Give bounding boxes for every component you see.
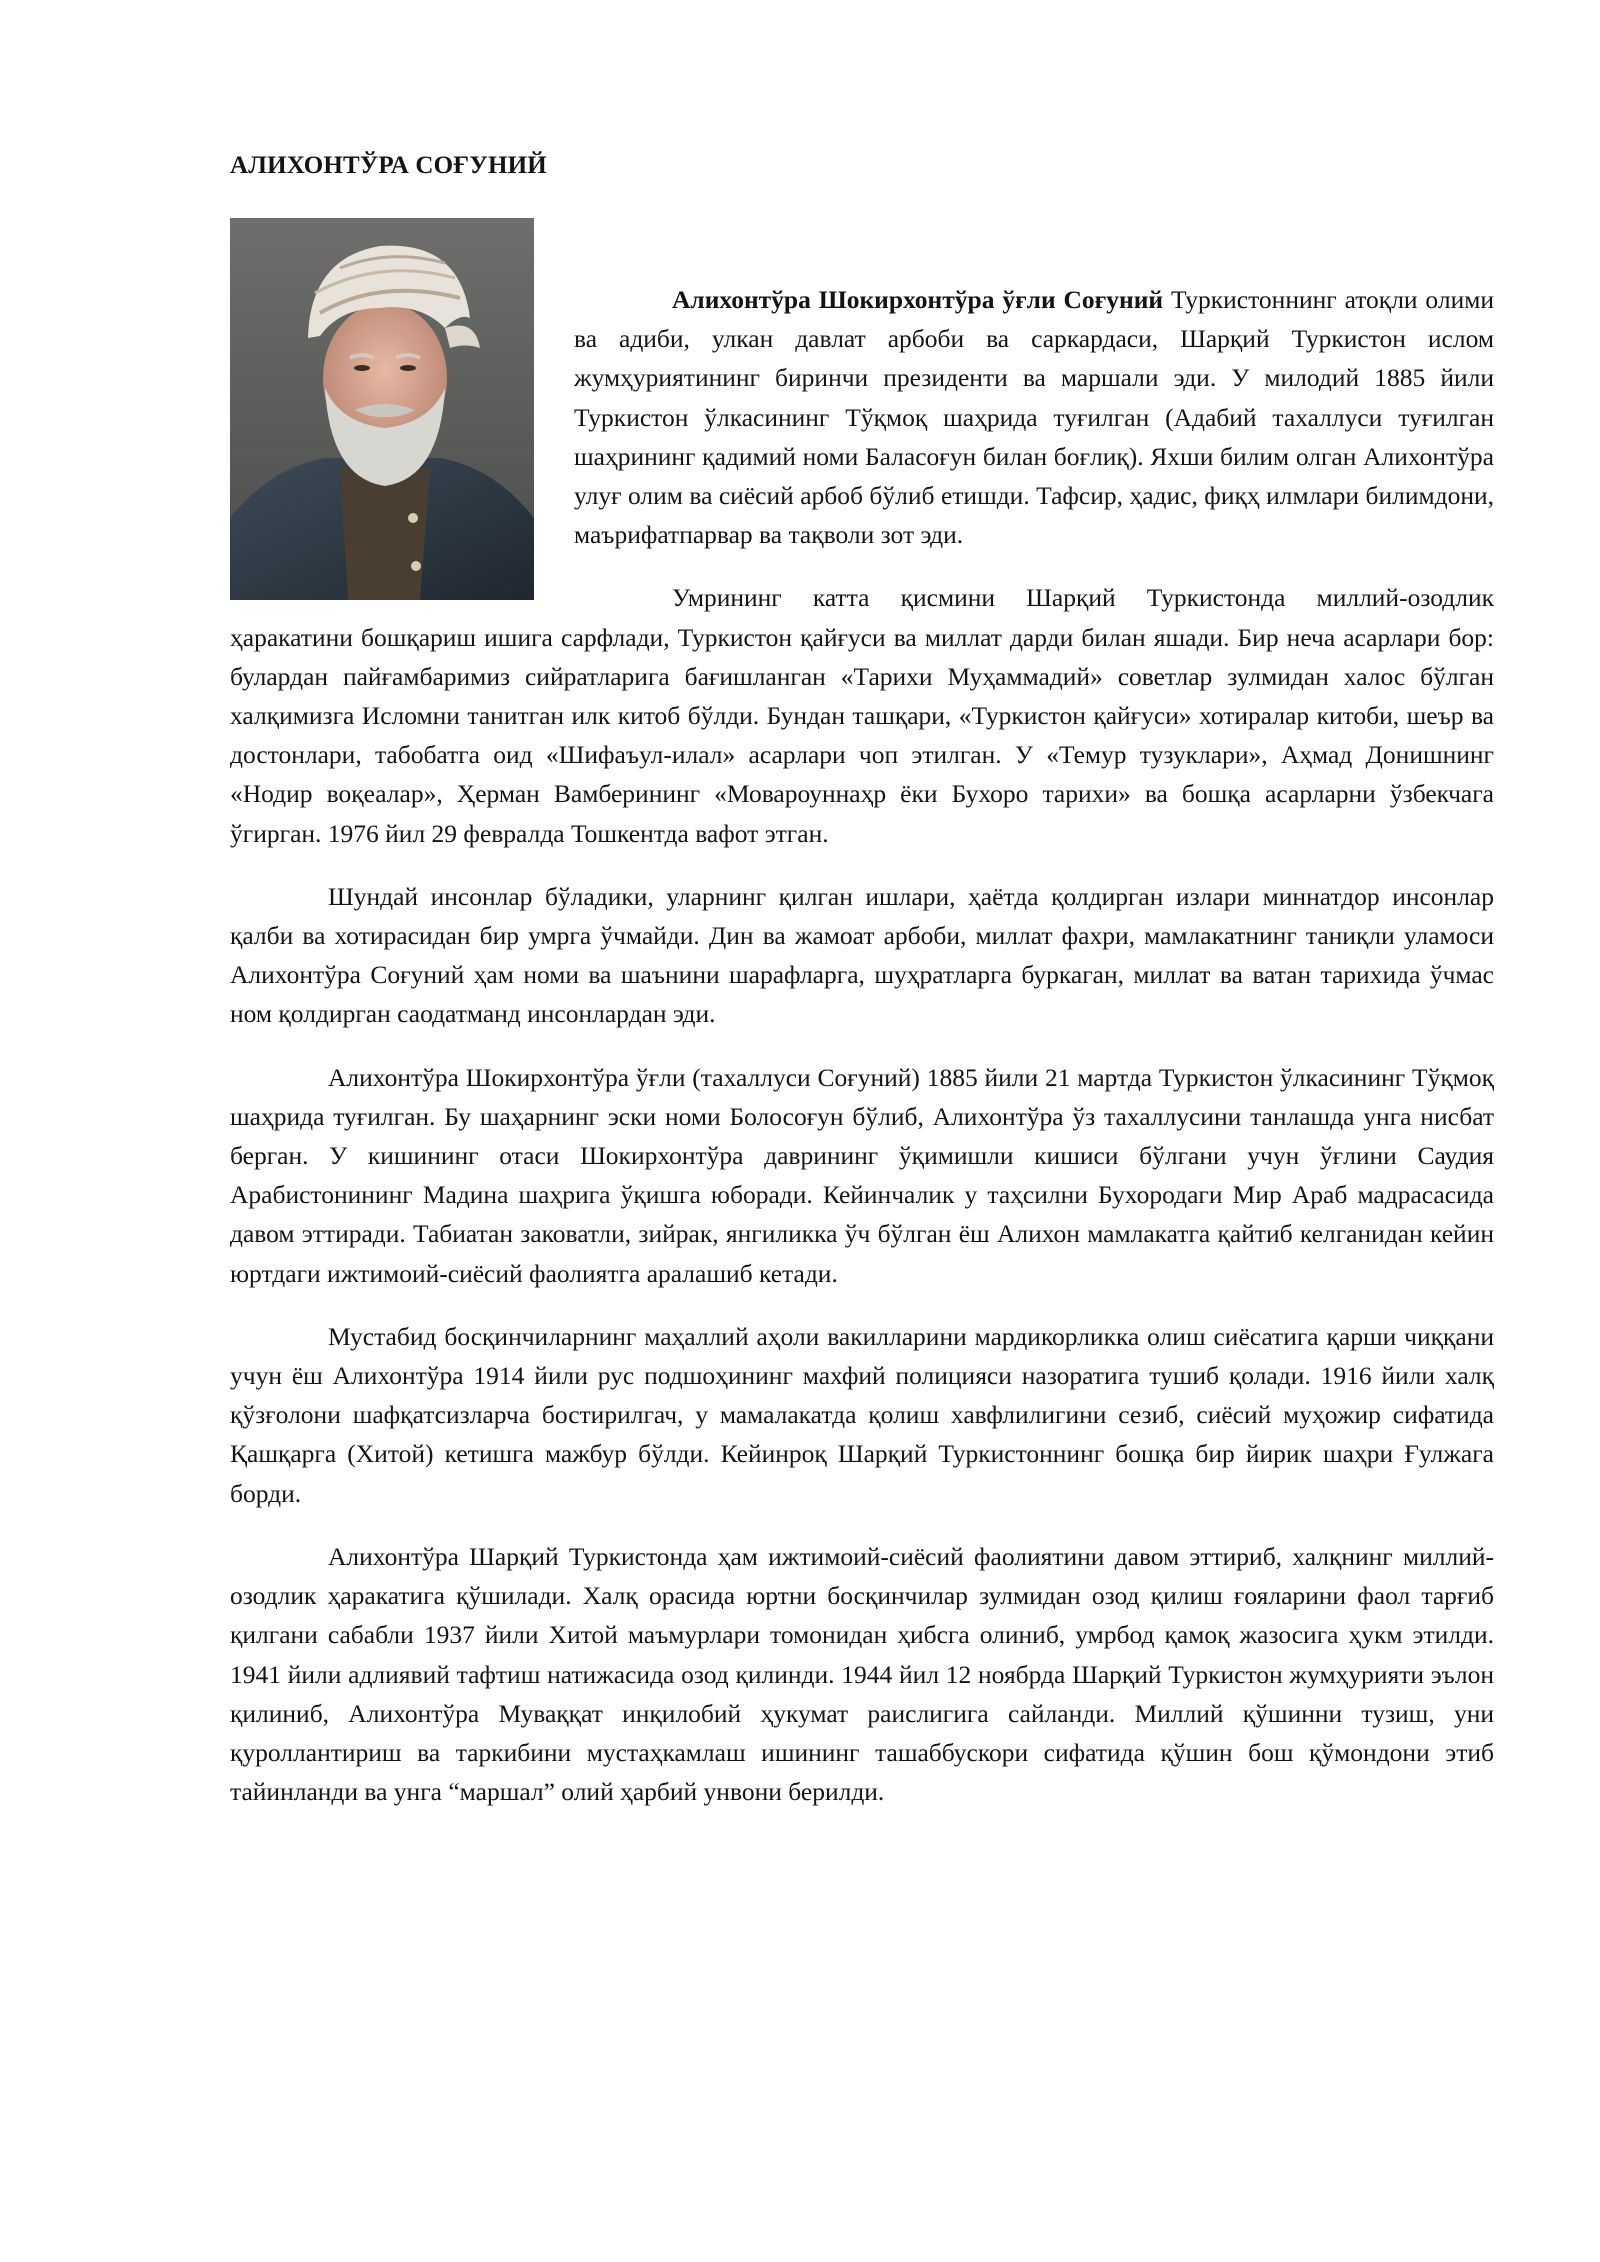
paragraph: Умрининг катта қисмини Шарқий Туркистонда миллий-озодлик ҳаракатини бошқариш ишига сарфлади, Туркистон қайғуси ва миллат дарди билан яшади. Бир неча асарлари бор: булардан пайғамбаримиз сийратларига бағишланган «Тарихи Муҳаммадий» советлар зулмидан халос бўлган халқимизга Исломни танитган илк китоб бўлди. Бундан ташқари, «Туркистон қайғуси» хотиралар китоби, шеър ва достонлари, табобатга оид «Шифаъул-илал» асарлари чоп этилган. У «Темур тузуклари», Аҳмад Донишнинг «Нодир воқеалар», Ҳерман Вамберининг «Мовароуннаҳр ёки Бухоро тарихи» ва бошқа асарларни ўзбекчага ўгирган. 1976 йил 29 февралда Тошкентда вафот этган. <box>230 583 1494 848</box>
portrait-float-spacer <box>230 277 574 597</box>
paragraph: Алихонтўра Шокирхонтўра ўғли (тахаллуси Соғуний) 1885 йили 21 мартда Туркистон ўлкасининг Тўқмоқ шаҳрида туғилган. Бу шаҳарнинг эски номи Болосоғун бўлиб, Алихонтўра ўз тахаллусини танлашда унга нисбат берган. У кишининг отаси Шокирхонтўра даврининг ўқимишли кишиси бўлгани учун ўғлини Саудия Арабистонининг Мадина шаҳрига ўқишга юборади. Кейинчалик у таҳсилни Бухородаги Мир Араб мадрасасида давом эттиради. Табиатан заковатли, зийрак, янгиликка ўч бўлган ёш Алихон мамлакатга қайтиб келганидан кейин юртдаги ижтимоий-сиёсий фаолиятга аралашиб кетади. <box>230 1062 1494 1288</box>
paragraph: Мустабид босқинчиларнинг маҳаллий аҳоли вакилларини мардикорликка олиш сиёсатига қарши чиққани учун ёш Алихонтўра 1914 йили рус подшоҳининг махфий полицияси назоратига тушиб қолади. 1916 йили халқ қўзғолони шафқатсизларча бостирилгач, у мамалакатда қолиш хавфлилигини сезиб, сиёсий муҳожир сифатида Қашқарга (Хитой) кетишга мажбур бўлди. Кейинроқ Шарқий Туркистоннинг бошқа бир йирик шаҳри Ғулжага борди. <box>230 1321 1494 1508</box>
page-title: АЛИХОНТЎРА СОҒУНИЙ <box>230 152 547 179</box>
article-body <box>230 280 1494 1835</box>
paragraph: Шундай инсонлар бўладики, уларнинг қилган ишлари, ҳаётда қолдирган излари миннатдор инсонлар қалби ва хотирасидан бир умрга ўчмайди. Дин ва жамоат арбоби, миллат фахри, мамлакатнинг таниқли уламоси Алихонтўра Соғуний ҳам номи ва шаънини шарафларга, шуҳратларга буркаган, миллат ва ватан тарихида ўчмас ном қолдирган саодатманд инсонлардан эди. <box>230 881 1494 1029</box>
intro-text: Туркистоннинг атоқли олими ва адиби, улкан давлат арбоби ва саркардаси, Шарқий Туркистон ислом жумҳуриятининг биринчи президенти ва маршали эди. У милодий 1885 йили Туркистон ўлкасининг Тўқмоқ шаҳрида туғилган (Адабий тахаллуси туғилган шаҳрининг қадимий номи Баласоғун билан боғлиқ). Яхши билим олган Алихонтўра улуғ олим ва сиёсий арбоб бўлиб етишди. Тафсир, ҳадис, фиқҳ илмлари билимдони, маърифатпарвар ва тақволи зот эди. <box>574 285 1494 550</box>
paragraph: Алихонтўра Шарқий Туркистонда ҳам ижтимоий-сиёсий фаолиятини давом эттириб, халқнинг миллий-озодлик ҳаракатига қўшилади. Халқ орасида юртни босқинчилар зулмидан озод қилиш ғояларини фаол тарғиб қилгани сабабли 1937 йили Хитой маъмурлари томонидан ҳибсга олиниб, умрбод қамоқ жазосига ҳукм этилди. 1941 йили адлиявий тафтиш натижасида озод қилинди. 1944 йил 12 ноябрда Шарқий Туркистон жумҳурияти эълон қилиниб, Алихонтўра Муваққат инқилобий ҳукумат раислигига сайланди. Миллий қўшинни тузиш, уни қуроллантириш ва таркибини мустаҳкамлаш ишининг ташаббускори сифатида қўшин бош қўмондони этиб тайинланди ва унга “маршал” олий ҳарбий унвони берилди. <box>230 1541 1494 1807</box>
intro-name: Алихонтўра Шокирхонтўра ўғли Соғуний <box>672 285 1164 314</box>
